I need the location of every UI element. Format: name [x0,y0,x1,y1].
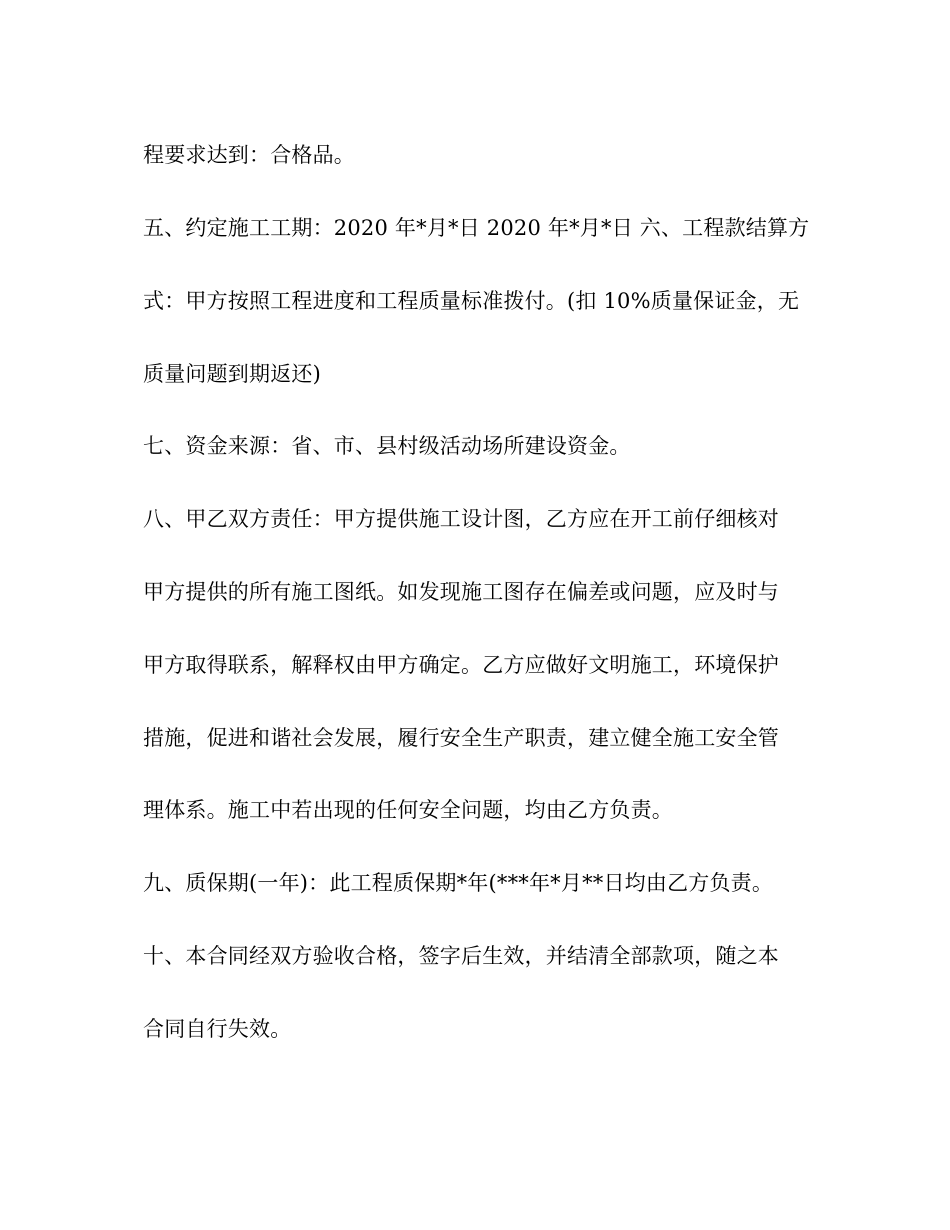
text-line: 五、约定施工工期：2020 年*月*日 2020 年*月*日 六、工程款结算方 [143,216,810,240]
text-line: 甲方取得联系，解释权由甲方确定。乙方应做好文明施工，环境保护 [143,653,779,677]
text-line: 七、资金来源：省、市、县村级活动场所建设资金。 [143,434,631,458]
text-line: 理体系。施工中若出现的任何安全问题，均由乙方负责。 [143,798,673,822]
text-line: 十、本合同经双方验收合格，签字后生效，并结清全部款项，随之本 [143,944,779,968]
text-line: 措施，促进和谐社会发展，履行安全生产职责，建立健全施工安全管 [143,726,779,750]
text-line: 式：甲方按照工程进度和工程质量标准拨付。(扣 10%质量保证金，无 [143,289,800,313]
text-line: 质量问题到期返还) [143,362,321,386]
text-line: 九、质保期(一年)：此工程质保期*年(***年*月**日均由乙方负责。 [143,871,774,895]
text-line: 八、甲乙双方责任：甲方提供施工设计图，乙方应在开工前仔细核对 [143,507,779,531]
text-line: 甲方提供的所有施工图纸。如发现施工图存在偏差或问题，应及时与 [143,580,779,604]
text-line: 合同自行失效。 [143,1017,292,1041]
text-line: 程要求达到：合格品。 [143,143,355,167]
